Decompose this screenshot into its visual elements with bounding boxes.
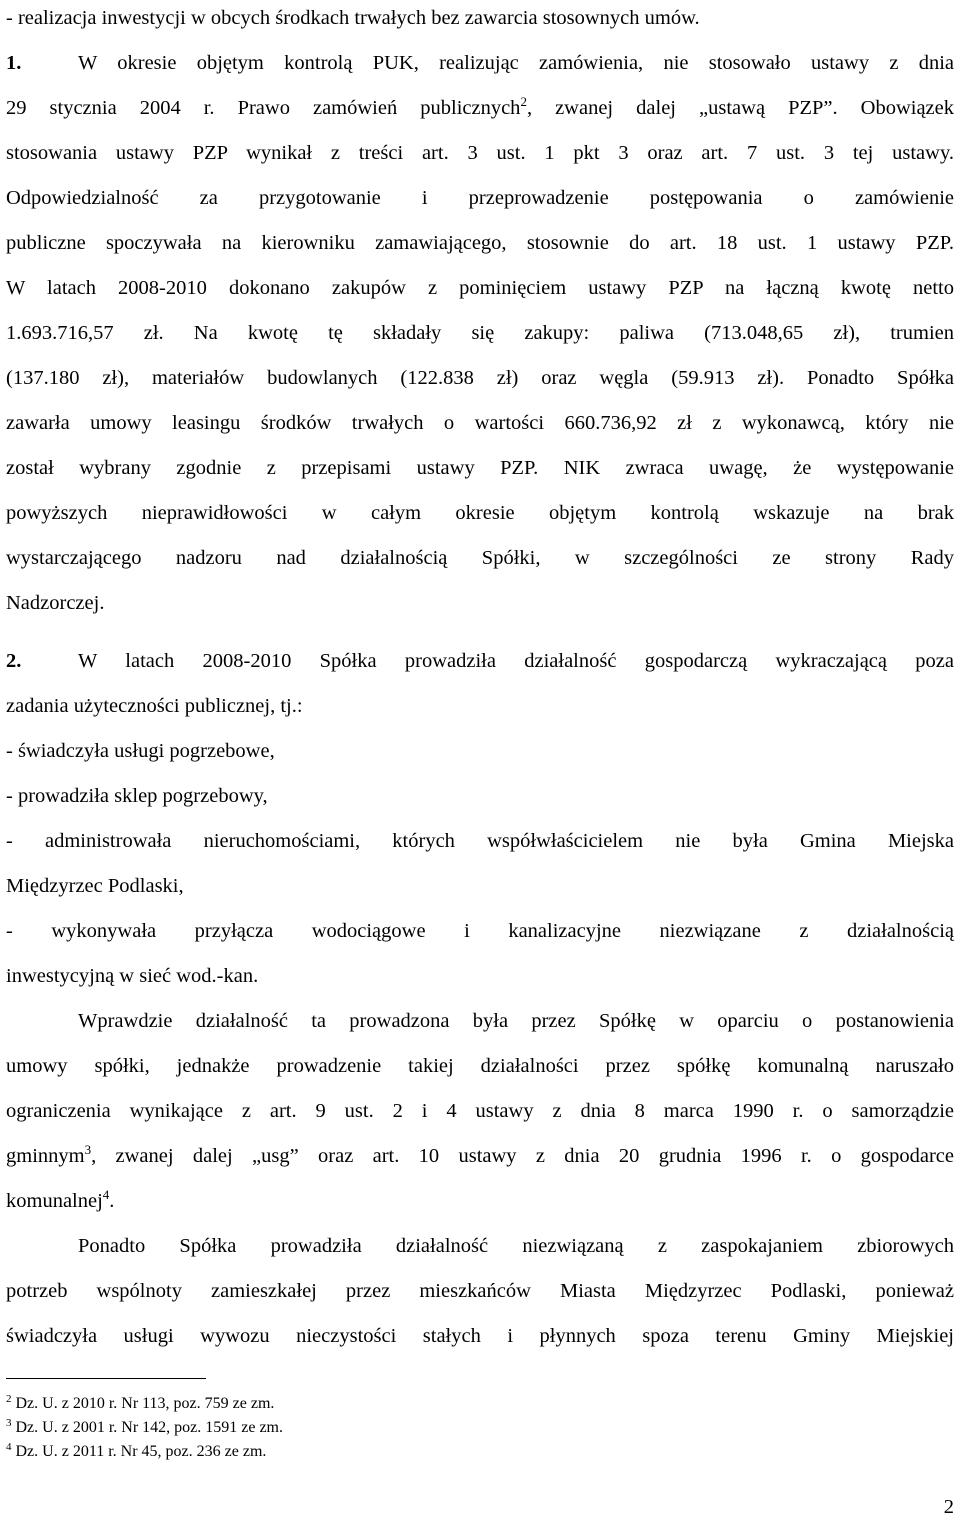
- text-line: gminnym$^3$, zwanej dalej „usg” oraz art. 10 ustawy z dnia 20 grudnia 1996 r. o gospodarce: [6, 1142, 954, 1167]
- list-item: - administrowała nieruchomościami, których współwłaścicielem nie była Gmina Miejska: [6, 830, 954, 852]
- list-item: - wykonywała przyłącza wodociągowe i kanalizacyjne niezwiązane z działalnością: [6, 920, 954, 942]
- footnote-separator: [6, 1378, 206, 1379]
- footnote: $^4$ Dz. U. z 2011 r. Nr 45, poz. 236 ze zm.: [6, 1441, 267, 1460]
- text-line: (137.180 zł), materiałów budowlanych (122.838 zł) oraz węgla (59.913 zł). Ponadto Spółka: [6, 367, 954, 389]
- text-line: inwestycyjną w sieć wod.-kan.: [6, 965, 259, 987]
- section-number: 2.: [6, 650, 22, 672]
- text-line: - realizacja inwestycji w obcych środkach trwałych bez zawarcia stosownych umów.: [6, 7, 700, 29]
- text-line: wystarczającego nadzoru nad działalnością Spółki, w szczególności ze strony Rady: [6, 547, 954, 569]
- footnote-number: 2: [6, 1393, 12, 1405]
- footnote-ref[interactable]: 2: [520, 94, 527, 109]
- text-line: został wybrany zgodnie z przepisami ustawy PZP. NIK zwraca uwagę, że występowanie: [6, 457, 954, 479]
- list-item: - świadczyła usługi pogrzebowe,: [6, 740, 275, 762]
- footnote: $^3$ Dz. U. z 2001 r. Nr 142, poz. 1591 ze zm.: [6, 1417, 283, 1436]
- section-number: 1.: [6, 52, 22, 74]
- text-line: 1.693.716,57 zł. Na kwotę tę składały się zakupy: paliwa (713.048,65 zł), trumien: [6, 322, 954, 344]
- text-line: komunalnej$^4$.: [6, 1187, 115, 1212]
- text-line: W latach 2008-2010 dokonano zakupów z pominięciem ustawy PZP na łączną kwotę netto: [6, 277, 954, 299]
- paragraph-first-line: Wprawdzie działalność ta prowadzona była przez Spółkę w oparciu o postanowienia: [78, 1010, 954, 1032]
- text-line: 29 stycznia 2004 r. Prawo zamówień publicznych$^2$, zwanej dalej „ustawą PZP”. Obowiązek: [6, 94, 954, 119]
- text-line: umowy spółki, jednakże prowadzenie takiej działalności przez spółkę komunalną naruszało: [6, 1055, 954, 1077]
- section-1-first-line: 1. W okresie objętym kontrolą PUK, realizując zamówienia, nie stosowało ustawy z dnia: [6, 52, 954, 74]
- paragraph-first-line: Ponadto Spółka prowadziła działalność niezwiązaną z zaspokajaniem zbiorowych: [78, 1235, 954, 1257]
- footnote-number: 4: [6, 1441, 12, 1453]
- text-line: Międzyrzec Podlaski,: [6, 875, 184, 897]
- text-line: publiczne spoczywała na kierowniku zamawiającego, stosownie do art. 18 ust. 1 ustawy PZP.: [6, 232, 954, 254]
- text-line: zadania użyteczności publicznej, tj.:: [6, 695, 303, 717]
- footnote-ref[interactable]: 4: [102, 1187, 110, 1202]
- text-line: świadczyła usługi wywozu nieczystości stałych i płynnych spoza terenu Gminy Miejskiej: [6, 1325, 954, 1347]
- list-item: - prowadziła sklep pogrzebowy,: [6, 785, 268, 807]
- text-line: Odpowiedzialność za przygotowanie i przeprowadzenie postępowania o zamówienie: [6, 187, 954, 209]
- text-line: powyższych nieprawidłowości w całym okresie objętym kontrolą wskazuje na brak: [6, 502, 954, 524]
- text-line: stosowania ustawy PZP wynikał z treści art. 3 ust. 1 pkt 3 oraz art. 7 ust. 3 tej ustawy.: [6, 142, 954, 164]
- footnote-ref[interactable]: 3: [84, 1142, 92, 1157]
- footnote: $^2$ Dz. U. z 2010 r. Nr 113, poz. 759 ze zm.: [6, 1393, 275, 1412]
- text-line: potrzeb wspólnoty zamieszkałej przez mieszkańców Miasta Międzyrzec Podlaski, ponieważ: [6, 1280, 954, 1302]
- page-number: 2: [943, 1496, 954, 1518]
- footnote-number: 3: [6, 1417, 12, 1429]
- text-line: Nadzorczej.: [6, 592, 105, 614]
- text-line: zawarła umowy leasingu środków trwałych o wartości 660.736,92 zł z wykonawcą, który nie: [6, 412, 954, 434]
- text-line: ograniczenia wynikające z art. 9 ust. 2 i 4 ustawy z dnia 8 marca 1990 r. o samorządzie: [6, 1100, 954, 1122]
- section-2-first-line: 2. W latach 2008-2010 Spółka prowadziła działalność gospodarczą wykraczającą poza: [6, 650, 954, 672]
